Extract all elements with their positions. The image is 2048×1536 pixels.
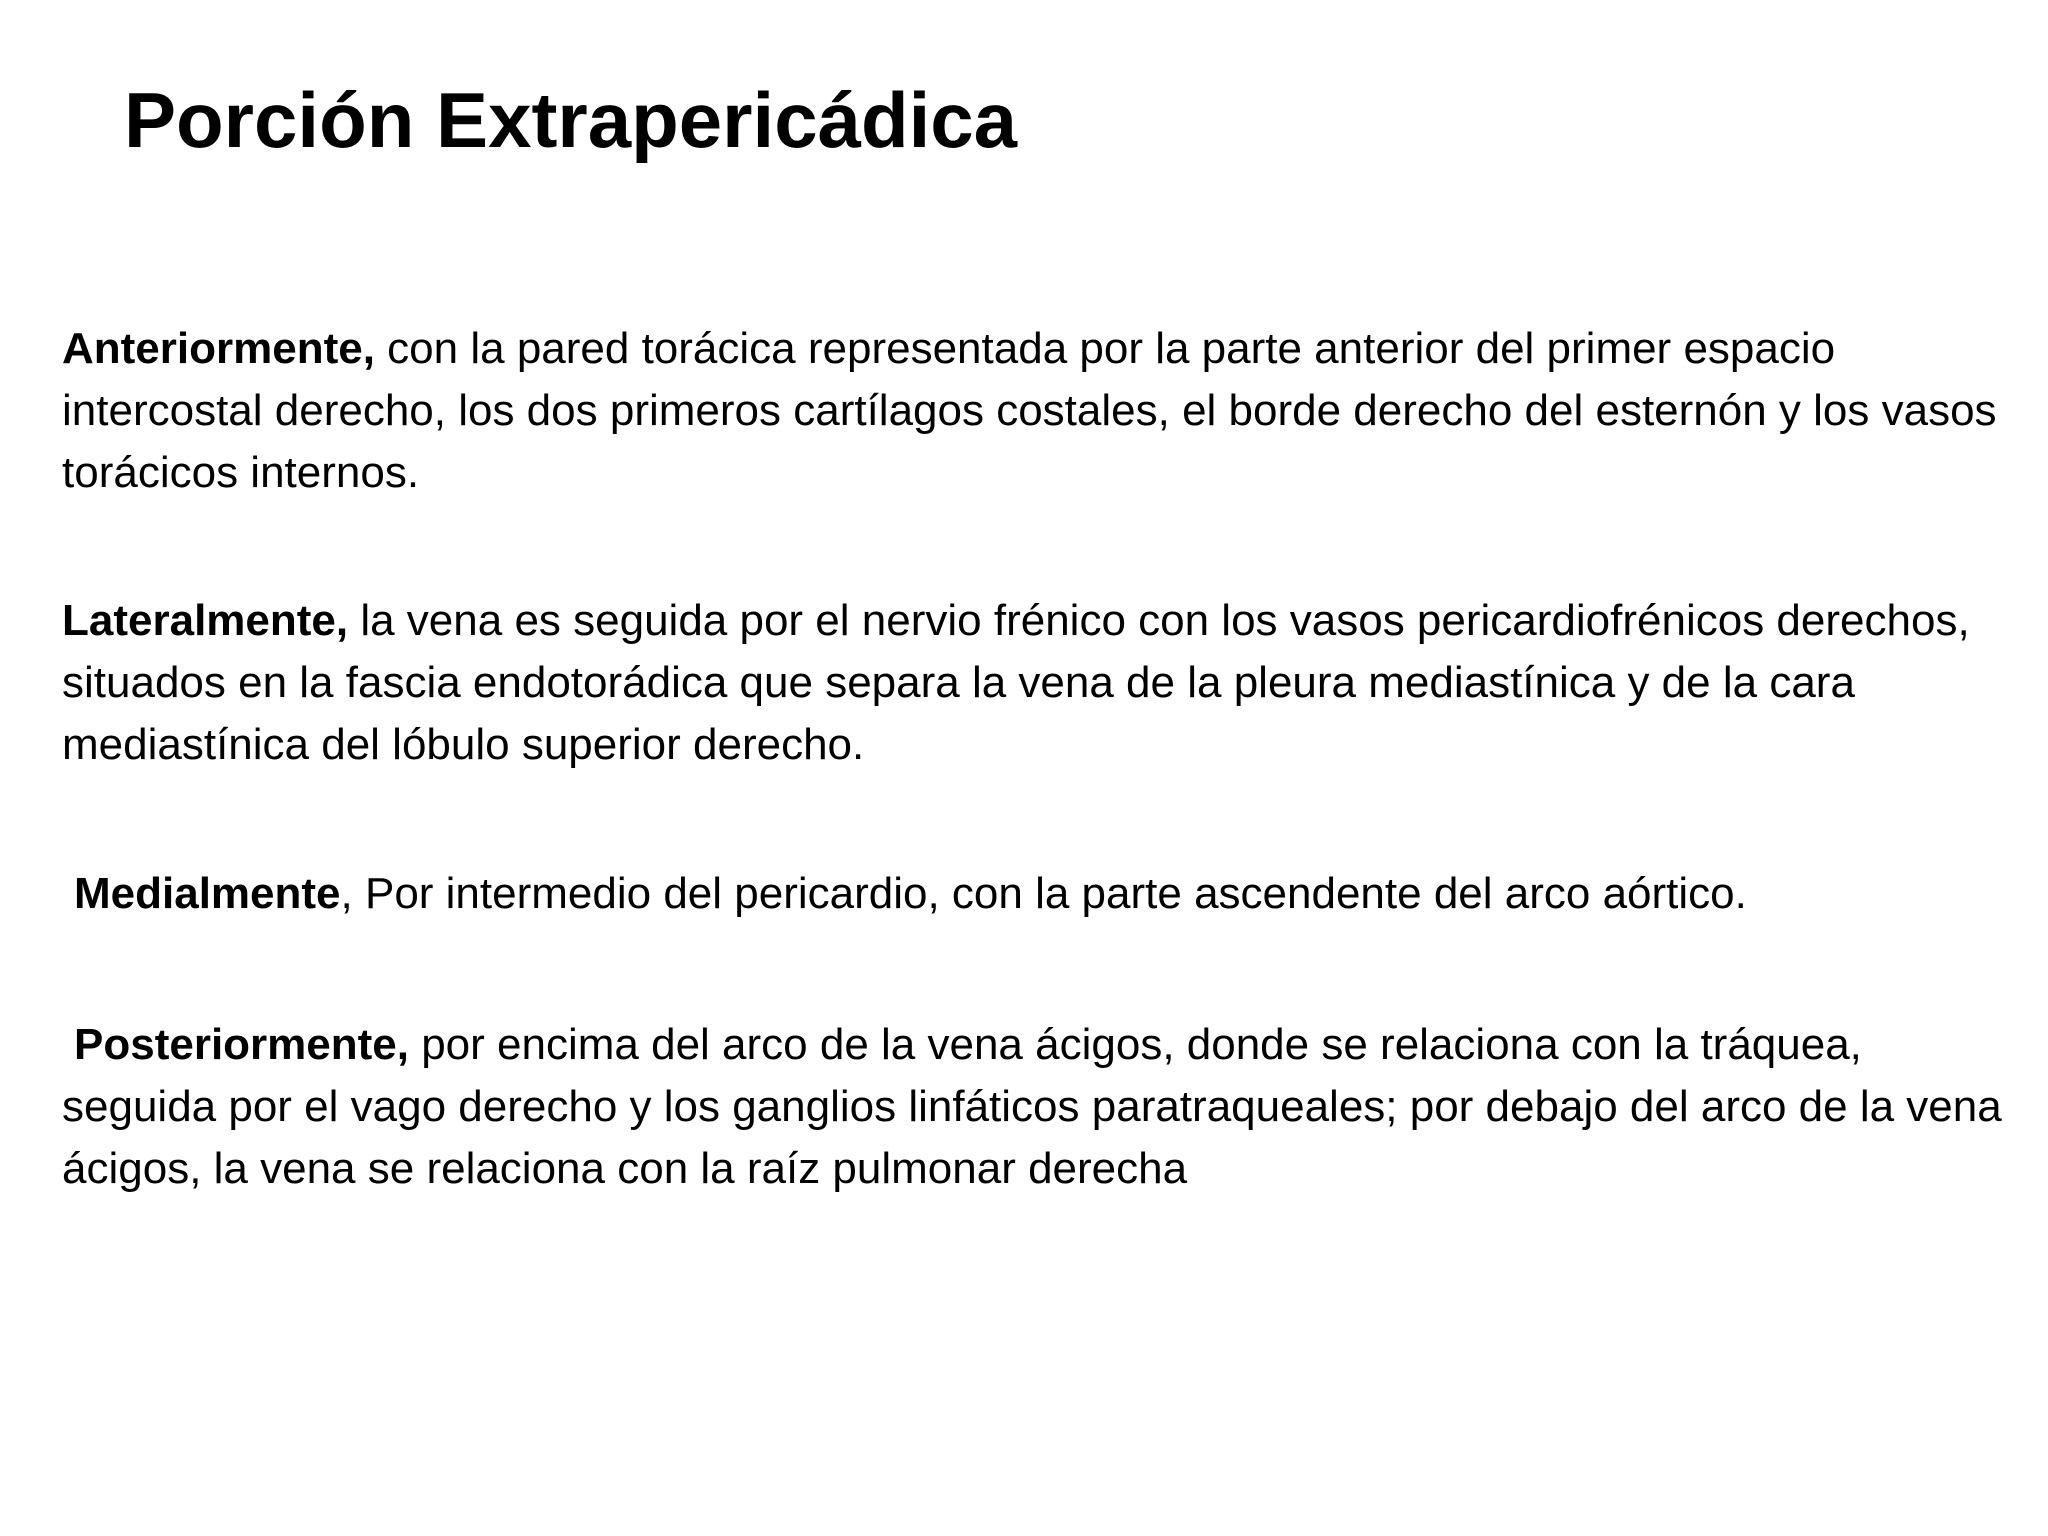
paragraph-lateralmente <box>62 590 2022 776</box>
paragraph-heading: Anteriormente, <box>62 324 375 373</box>
paragraph-heading: Posteriormente, <box>74 1020 409 1069</box>
paragraph-heading: Medialmente <box>74 869 341 918</box>
paragraph-text: , Por intermedio del pericardio, con la parte ascendente del arco aórtico. <box>340 869 1747 918</box>
paragraph-anteriormente <box>62 318 2022 504</box>
paragraph-text: con la pared torácica representada por la parte anterior del primer espacio intercostal derecho, los dos primeros cartílagos costales, el borde derecho del esternón y los vasos torácicos internos. <box>62 324 1997 497</box>
paragraph-text: por encima del arco de la vena ácigos, donde se relaciona con la tráquea, seguida por el vago derecho y los ganglios linfáticos paratraqueales; por debajo del arco de la vena ácigos, la vena se relaciona con la raíz pulmonar derecha <box>62 1020 2002 1193</box>
paragraph-posteriormente <box>62 1014 2022 1200</box>
paragraph-text: la vena es seguida por el nervio frénico con los vasos pericardiofrénicos derechos, situados en la fascia endotorádica que separa la vena de la pleura mediastínica y de la cara mediastínica del lóbulo superior derecho. <box>62 596 1970 769</box>
paragraph-heading: Lateralmente, <box>62 596 349 645</box>
paragraph-medialmente <box>74 863 2034 925</box>
slide-title: Porción Extrapericádica <box>124 76 1018 164</box>
